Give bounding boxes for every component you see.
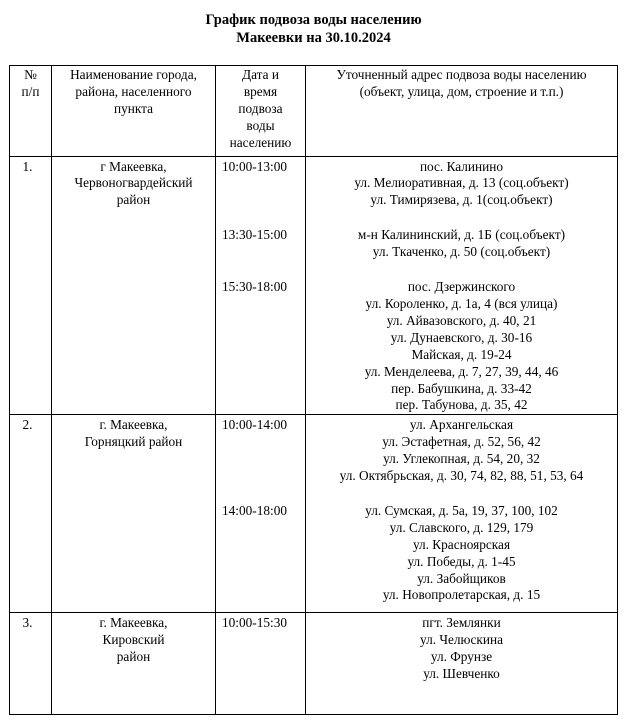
spacer <box>222 451 305 468</box>
header-num-line: № <box>24 67 37 82</box>
header-address <box>306 66 618 157</box>
city-line: Червоногвардейский <box>74 175 193 191</box>
spacer <box>222 397 305 414</box>
delivery-times <box>216 415 306 613</box>
spacer <box>222 244 305 261</box>
address-line: Майская, д. 19-24 <box>411 346 512 362</box>
header-address-line: (объект, улица, дом, строение и т.п.) <box>359 83 564 99</box>
time-slot: 15:30-18:00 <box>222 279 288 295</box>
title-line-2: Макеевки на 30.10.2024 <box>236 30 391 46</box>
address-line: ул. Новопролетарская, д. 15 <box>382 587 541 603</box>
spacer <box>222 554 305 571</box>
city-line: г Макеевка, <box>100 158 167 174</box>
address-line: ул. Сумская, д. 5а, 19, 37, 100, 102 <box>365 502 558 518</box>
delivery-times <box>216 613 306 715</box>
address-line: ул. Победы, д. 1-45 <box>407 553 516 569</box>
time-slot: 10:00-15:30 <box>222 615 288 631</box>
address-line: ул. Архангельская <box>409 417 514 433</box>
header-city-line: Наименование города, <box>70 67 197 82</box>
header-city <box>52 66 216 157</box>
header-time-line: подвоза <box>238 100 283 116</box>
header-num <box>10 66 52 157</box>
spacer <box>222 520 305 537</box>
table-row <box>10 415 618 613</box>
spacer <box>222 632 305 649</box>
header-num-line: п/п <box>21 83 40 99</box>
slot-gap <box>306 485 617 503</box>
address-line: пгт. Землянки <box>422 615 501 631</box>
address-line: ул. Дунаевского, д. 30-16 <box>390 329 533 345</box>
spacer <box>222 330 305 347</box>
delivery-addresses <box>306 156 618 415</box>
city-district <box>52 613 216 715</box>
water-schedule-table <box>9 65 618 715</box>
row-number: 2. <box>10 415 52 613</box>
title-line-1: График подвоза воды населению <box>205 12 422 28</box>
slot-gap <box>222 209 305 227</box>
address-line: пос. Калинино <box>419 158 504 174</box>
header-time-line: населению <box>229 134 292 150</box>
city-district <box>52 156 216 415</box>
header-time-line: воды <box>246 117 275 133</box>
city-line: г. Макеевка, <box>99 615 168 631</box>
table-row <box>10 613 618 715</box>
spacer <box>222 175 305 192</box>
spacer <box>222 468 305 485</box>
row-number: 1. <box>10 156 52 415</box>
header-time-line: Дата и <box>242 67 279 82</box>
address-line: ул. Славского, д. 129, 179 <box>389 519 534 535</box>
spacer <box>222 434 305 451</box>
header-address-line: Уточненный адрес подвоза воды населению <box>336 67 587 82</box>
spacer <box>222 587 305 604</box>
slot-gap <box>306 209 617 227</box>
city-line: Кировский <box>102 632 165 648</box>
address-line: ул. Октябрьская, д. 30, 74, 82, 88, 51, 53, 64 <box>339 468 584 484</box>
spacer <box>222 649 305 666</box>
city-line: г. Макеевка, <box>99 417 168 433</box>
spacer <box>222 666 305 683</box>
slot-gap <box>222 261 305 279</box>
address-line: ул. Забойщиков <box>417 570 506 586</box>
city-line: район <box>116 192 151 208</box>
table-row <box>10 156 618 415</box>
address-line: ул. Фрунзе <box>430 649 493 665</box>
address-line: ул. Айвазовского, д. 40, 21 <box>386 312 537 328</box>
header-time-line: время <box>243 83 278 99</box>
address-line: ул. Челюскина <box>420 632 503 648</box>
city-line: район <box>116 649 151 665</box>
address-line: ул. Эстафетная, д. 52, 56, 42 <box>382 434 541 450</box>
address-line: пер. Бабушкина, д. 33-42 <box>391 380 532 396</box>
delivery-times <box>216 156 306 415</box>
time-slot: 10:00-13:00 <box>222 158 288 174</box>
delivery-addresses <box>306 415 618 613</box>
table-header-row <box>10 66 618 157</box>
slot-gap <box>306 261 617 279</box>
spacer <box>222 364 305 381</box>
address-line: ул. Короленко, д. 1а, 4 (вся улица) <box>365 295 558 311</box>
time-slot: 13:30-15:00 <box>222 227 288 243</box>
time-slot: 14:00-18:00 <box>222 502 288 518</box>
address-line: ул. Мелиоративная, д. 13 (соц.объект) <box>354 175 569 191</box>
time-slot: 10:00-14:00 <box>222 417 288 433</box>
row-number: 3. <box>10 613 52 715</box>
city-line: Горняцкий район <box>84 434 183 450</box>
address-line: пос. Дзержинского <box>407 279 516 295</box>
header-time <box>216 66 306 157</box>
header-city-line: пункта <box>113 100 154 116</box>
spacer <box>222 296 305 313</box>
address-line: м-н Калининский, д. 1Б (соц.объект) <box>357 227 566 243</box>
address-line: ул. Тимирязева, д. 1(соц.объект) <box>370 192 553 208</box>
address-line: ул. Менделеева, д. 7, 27, 39, 44, 46 <box>364 363 559 379</box>
spacer <box>222 313 305 330</box>
address-line: ул. Ткаченко, д. 50 (соц.объект) <box>372 244 551 260</box>
delivery-addresses <box>306 613 618 715</box>
spacer <box>222 347 305 364</box>
address-line: пер. Табунова, д. 35, 42 <box>395 397 528 413</box>
slot-gap <box>222 485 305 503</box>
header-city-line: района, населенного <box>75 83 192 99</box>
address-line: ул. Шевченко <box>423 666 500 682</box>
address-line: ул. Углекопная, д. 54, 20, 32 <box>383 451 540 467</box>
spacer <box>222 571 305 588</box>
document-title <box>0 11 627 47</box>
address-line: ул. Красноярская <box>412 536 511 552</box>
spacer <box>222 537 305 554</box>
spacer <box>222 192 305 209</box>
spacer <box>222 381 305 398</box>
city-district <box>52 415 216 613</box>
